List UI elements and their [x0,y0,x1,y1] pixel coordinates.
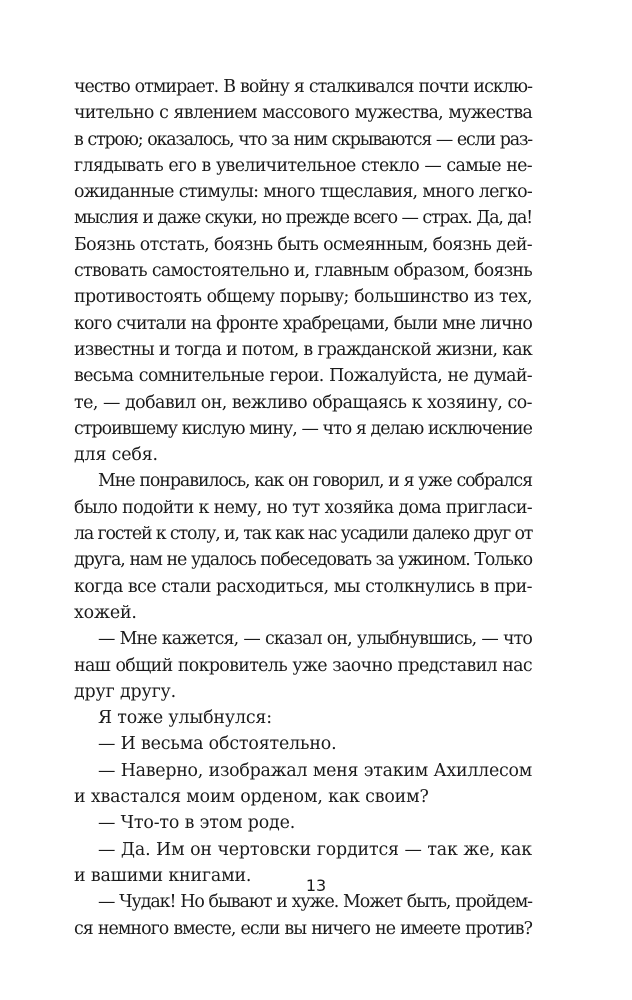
text-line: ожиданные стимулы: много тщеславия, много легко- [74,182,532,203]
text-line: глядывать его в увеличительное стекло — самые не- [74,155,532,176]
text-line: Я тоже улыбнулся: [98,708,272,729]
text-line: те, — добавил он, вежливо обращаясь к хозяину, со- [74,392,532,413]
text-line: строившему кислую мину, — что я делаю исключение [74,418,532,439]
text-line: хожей. [74,602,137,623]
text-line: было подойти к нему, но тут хозяйка дома пригласи- [74,497,532,518]
text-line: известны и тогда и потом, в гражданской жизни, как [74,339,532,360]
text-line: и вашими книгами. [74,865,252,886]
text-line: мыслия и даже скуки, но прежде всего — страх. Да, да! [74,208,532,229]
text-line: в строю; оказалось, что за ним скрываются — если раз- [74,129,532,150]
text-line: кого считали на фронте храбрецами, были мне лично [74,313,532,334]
text-line: чество отмирает. В войну я сталкивался почти исклю- [74,77,532,97]
text-line: — И весьма обстоятельно. [98,734,337,755]
text-line: наш общий покровитель уже заочно представил нас [74,655,532,676]
text-line: Боязнь отстать, боязнь быть осмеянным, боязнь дей- [74,234,532,255]
text-line: для себя. [74,445,158,466]
page-number: 13 [305,876,327,895]
book-page-text [74,74,532,942]
text-line: ся немного вместе, если вы ничего не имеете против? [74,918,532,939]
text-line: — Да. Им он чертовски гордится — так же, как [98,839,532,860]
text-line: — Наверно, изображал меня этаким Ахиллесом [98,760,532,781]
text-line: ла гостей к столу, и, так как нас усадили далеко друг от [74,524,533,545]
text-line: чительно с явлением массового мужества, мужества [74,103,532,124]
text-line: ствовать самостоятельно и, главным образом, боязнь [74,261,532,282]
text-line: — Мне кажется, — сказал он, улыбнувшись, — что [98,629,532,650]
text-line: друга, нам не удалось побеседовать за ужином. Только [74,550,532,571]
text-line: друг другу. [74,681,177,702]
text-line: весьма сомнительные герои. Пожалуйста, не думай- [74,366,532,387]
text-line: Мне понравилось, как он говорил, и я уже собрался [98,471,532,492]
text-line: и хвастался моим орденом, как своим? [74,787,429,808]
text-line: — Чудак! Но бывают и хуже. Может быть, пройдем- [98,892,532,913]
text-line: — Что-то в этом роде. [98,813,296,834]
text-line: противостоять общему порыву; большинство из тех, [74,287,532,308]
text-line: когда все стали расходиться, мы столкнулись в при- [74,576,532,597]
